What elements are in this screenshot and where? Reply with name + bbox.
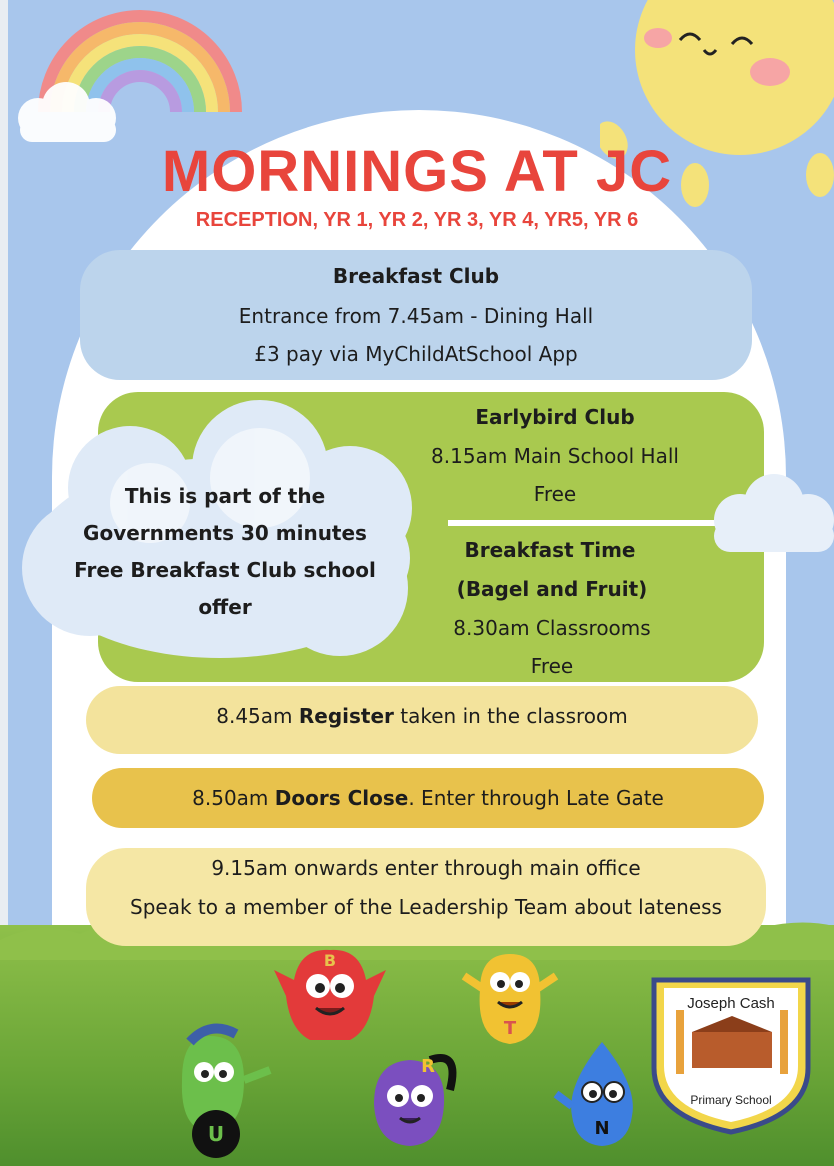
character-u-icon [160, 1020, 280, 1160]
year-groups-subtitle: RECEPTION, YR 1, YR 2, YR 3, YR 4, YR5, YR 6 [195, 209, 639, 231]
cloud-icon [700, 470, 834, 570]
earlybird-club-heading: Earlybird Club [475, 405, 635, 429]
character-letter: B [323, 951, 337, 970]
doors-close-time: 8.50am [192, 786, 275, 810]
character-t-icon [460, 940, 560, 1055]
school-name-bottom: Primary School [690, 1093, 772, 1107]
breakfast-time-location: 8.30am Classrooms [453, 616, 651, 640]
register-info [86, 704, 758, 728]
character-b-icon [270, 940, 390, 1050]
character-letter: R [421, 1056, 435, 1077]
late-entry-info: 9.15am onwards enter through main office [211, 856, 641, 880]
register-label: Register [298, 704, 394, 728]
doors-close-info [92, 786, 764, 810]
doors-close-detail: . Enter through Late Gate [408, 786, 664, 810]
school-logo [650, 976, 812, 1136]
breakfast-club-heading: Breakfast Club [332, 264, 500, 288]
character-letter: U [207, 1122, 225, 1146]
government-offer-note [40, 478, 410, 626]
character-n-icon [552, 1036, 652, 1156]
character-r-icon [350, 1040, 470, 1160]
earlybird-club-location: 8.15am Main School Hall [431, 444, 679, 468]
earlybird-club-price: Free [533, 482, 577, 506]
character-letter: T [503, 1018, 517, 1039]
breakfast-club-payment: £3 pay via MyChildAtSchool App [254, 342, 578, 366]
breakfast-club-entrance: Entrance from 7.45am - Dining Hall [238, 304, 594, 328]
register-time: 8.45am [216, 704, 299, 728]
breakfast-time-menu: (Bagel and Fruit) [456, 577, 648, 601]
register-detail: taken in the classroom [393, 704, 628, 728]
doors-close-label: Doors Close [274, 786, 409, 810]
government-note-line: Free Breakfast Club school [74, 558, 376, 582]
government-note-line: This is part of the [124, 484, 326, 508]
page-title: MORNINGS AT JC [161, 139, 673, 204]
school-name-top: Joseph Cash [687, 995, 775, 1012]
government-note-line: offer [198, 595, 252, 619]
breakfast-time-heading: Breakfast Time [464, 538, 636, 562]
character-letter: N [594, 1118, 610, 1139]
government-note-line: Governments 30 minutes [83, 521, 367, 545]
late-leadership-info: Speak to a member of the Leadership Team about lateness [130, 895, 722, 919]
breakfast-time-price: Free [530, 654, 574, 678]
